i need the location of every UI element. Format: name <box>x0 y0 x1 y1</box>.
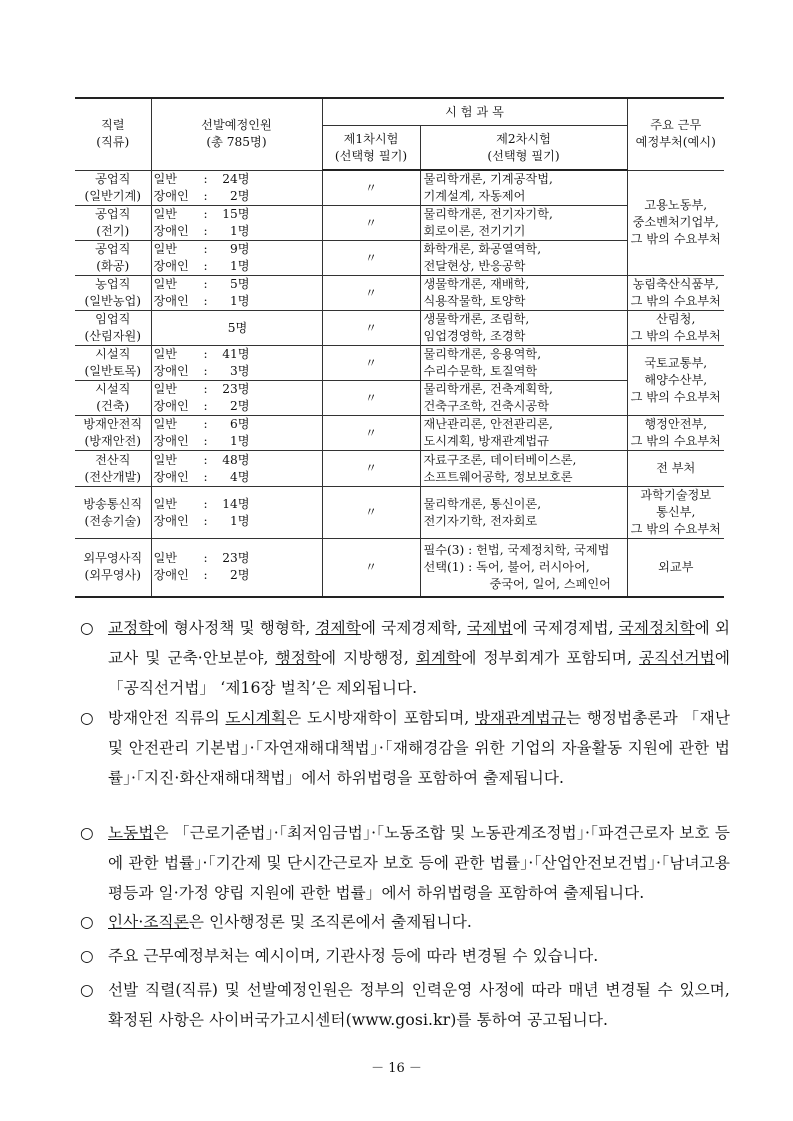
count-cell: 일반 : 5명 장애인 : 1명 <box>151 276 322 311</box>
exam2-cell: 화학개론, 화공열역학, 전달현상, 반응공학 <box>420 241 627 276</box>
dept-cell: 국토교통부, 해양수산부, 그 밖의 수요부처 <box>627 346 724 416</box>
header-job: 직렬 (직류) <box>75 98 151 170</box>
subject-labor-law: 노동법 <box>108 824 154 842</box>
dept-cell: 전 부처 <box>627 451 724 487</box>
exam1-cell: 〃 <box>322 206 420 241</box>
table-row <box>75 276 724 311</box>
bullet-marker: ○ <box>80 619 94 637</box>
exam1-cell: 〃 <box>322 381 420 416</box>
job-cell: 공업직 (일반기계) <box>75 170 151 206</box>
header-dept: 주요 근무 예정부처(예시) <box>627 98 724 170</box>
exam1-cell: 〃 <box>322 487 420 539</box>
count-cell: 일반 : 14명 장애인 : 1명 <box>151 487 322 539</box>
subject-public-admin: 행정학 <box>275 649 322 667</box>
note-4: ○ 인사·조직론은 인사행정론 및 조직론에서 출제됩니다. <box>80 907 730 937</box>
table-row <box>75 311 724 346</box>
exam1-cell: 〃 <box>322 539 420 597</box>
note-5: ○ 주요 근무예정부처는 예시이며, 기관사정 등에 따라 변경될 수 있습니다. <box>80 941 730 971</box>
table-row <box>75 451 724 487</box>
table-row <box>75 206 724 241</box>
job-cell: 공업직 (전기) <box>75 206 151 241</box>
exam2-cell: 물리학개론, 기계공작법, 기계설계, 자동제어 <box>420 170 627 206</box>
exam2-cell: 물리학개론, 전기자기학, 회로이론, 전기기기 <box>420 206 627 241</box>
dept-cell: 과학기술정보 통신부, 그 밖의 수요부처 <box>627 487 724 539</box>
exam1-cell: 〃 <box>322 170 420 206</box>
exam1-cell: 〃 <box>322 311 420 346</box>
job-cell: 임업직 (산림자원) <box>75 311 151 346</box>
table-body <box>75 170 724 597</box>
subject-accounting: 회계학 <box>415 649 462 667</box>
subject-intl-politics: 국제정치학 <box>618 619 695 637</box>
job-cell: 방송통신직 (전송기술) <box>75 487 151 539</box>
subject-hr-org: 인사·조직론 <box>108 913 189 931</box>
count-cell: 5명 <box>151 311 322 346</box>
dept-cell: 고용노동부, 중소벤처기업부, 그 밖의 수요부처 <box>627 170 724 276</box>
header-exam1: 제1차시험 (선택형 필기) <box>322 126 420 171</box>
page-number: － 16 － <box>371 1061 422 1076</box>
bullet-marker: ○ <box>80 709 94 727</box>
exam2-cell: 물리학개론, 건축계획학, 건축구조학, 건축시공학 <box>420 381 627 416</box>
exam1-cell: 〃 <box>322 241 420 276</box>
count-cell: 일반 : 15명 장애인 : 1명 <box>151 206 322 241</box>
exam2-cell: 자료구조론, 데이터베이스론, 소프트웨어공학, 정보보호론 <box>420 451 627 487</box>
job-cell: 시설직 (일반토목) <box>75 346 151 381</box>
table-row <box>75 416 724 451</box>
exam1-cell: 〃 <box>322 451 420 487</box>
job-cell: 전산직 (전산개발) <box>75 451 151 487</box>
subject-economics: 경제학 <box>315 619 361 637</box>
job-cell: 공업직 (화공) <box>75 241 151 276</box>
exam2-cell: 물리학개론, 응용역학, 수리수문학, 토질역학 <box>420 346 627 381</box>
job-cell: 방재안전직 (방재안전) <box>75 416 151 451</box>
count-cell: 일반 : 9명 장애인 : 1명 <box>151 241 322 276</box>
dept-cell: 농림축산식품부, 그 밖의 수요부처 <box>627 276 724 311</box>
exam2-cell: 생물학개론, 재배학, 식용작물학, 토양학 <box>420 276 627 311</box>
count-cell: 일반 : 23명 장애인 : 2명 <box>151 539 322 597</box>
table-row <box>75 381 724 416</box>
table-row <box>75 539 724 597</box>
table-row <box>75 170 724 206</box>
job-cell: 농업직 (일반농업) <box>75 276 151 311</box>
count-cell: 일반 : 24명 장애인 : 2명 <box>151 170 322 206</box>
table-row <box>75 346 724 381</box>
dept-cell: 산림청, 그 밖의 수요부처 <box>627 311 724 346</box>
note-6: ○ 선발 직렬(직류) 및 선발예정인원은 정부의 인력운영 사정에 따라 매년 변경될 수 있으며, 확정된 사항은 사이버국가고시센터(www.gosi.kr)를 통하여 공고됩니다. <box>80 975 730 1035</box>
bullet-marker: ○ <box>80 981 94 999</box>
exam1-cell: 〃 <box>322 276 420 311</box>
count-cell: 일반 : 41명 장애인 : 3명 <box>151 346 322 381</box>
note-2: ○ 방재안전 직류의 도시계획은 도시방재학이 포함되며, 방재관계법규는 행정법총론과 「재난 및 안전관리 기본법」·「자연재해대책법」·「재해경감을 위한 기업의 자율활동 지원에 관한 법률」·「지진·화산재해대책법」에서 하위법령을 포함하여 출제됩니다. <box>80 703 730 793</box>
exam1-cell: 〃 <box>322 416 420 451</box>
table-row <box>75 241 724 276</box>
note-1: ○ 교정학에 형사정책 및 행형학, 경제학에 국제경제학, 국제법에 국제경제법, 국제정치학에 외교사 및 군축·안보분야, 행정학에 지방행정, 회계학에 정부회계가 포함되며, 공직선거법에 「공직선거법」 ‘제16장 벌칙’은 제외됩니다. <box>80 613 730 703</box>
subject-urban-planning: 도시계획 <box>225 709 287 727</box>
header-count: 선발예정인원 (총 785명) <box>151 98 322 170</box>
subject-election-law: 공직선거법 <box>638 649 715 667</box>
bullet-marker: ○ <box>80 947 94 965</box>
job-cell: 시설직 (건축) <box>75 381 151 416</box>
header-exam2: 제2차시험 (선택형 필기) <box>420 126 627 171</box>
exam2-cell: 재난관리론, 안전관리론, 도시계획, 방재관계법규 <box>420 416 627 451</box>
subject-disaster-law: 방재관계법규 <box>474 709 566 727</box>
exam2-cell: 물리학개론, 통신이론, 전기자기학, 전자회로 <box>420 487 627 539</box>
count-cell: 일반 : 48명 장애인 : 4명 <box>151 451 322 487</box>
exam1-cell: 〃 <box>322 346 420 381</box>
exam2-cell: 생물학개론, 조림학, 임업경영학, 조경학 <box>420 311 627 346</box>
subject-intl-law: 국제법 <box>467 619 513 637</box>
dept-cell: 외교부 <box>627 539 724 597</box>
note-3: ○ 노동법은 「근로기준법」·「최저임금법」·「노동조합 및 노동관계조정법」·「파견근로자 보호 등에 관한 법률」·「기간제 및 단시간근로자 보호 등에 관한 법률」·「산업안전보건법」·「남녀고용평등과 일·가정 양립 지원에 관한 법률」에서 하위법령을 포함하여 출제됩니다. <box>80 818 730 908</box>
exam2-cell: 필수(3) : 헌법, 국제정치학, 국제법 선택(1) : 독어, 불어, 러시아어, 중국어, 일어, 스페인어 <box>420 539 627 597</box>
subject-penology: 교정학 <box>108 619 154 637</box>
bullet-marker: ○ <box>80 913 94 931</box>
count-cell: 일반 : 6명 장애인 : 1명 <box>151 416 322 451</box>
job-cell: 외무영사직 (외무영사) <box>75 539 151 597</box>
count-cell: 일반 : 23명 장애인 : 2명 <box>151 381 322 416</box>
table-row <box>75 487 724 539</box>
header-subjects: 시 험 과 목 <box>322 98 627 126</box>
bullet-marker: ○ <box>80 824 94 842</box>
dept-cell: 행정안전부, 그 밖의 수요부처 <box>627 416 724 451</box>
recruitment-table <box>75 97 724 598</box>
